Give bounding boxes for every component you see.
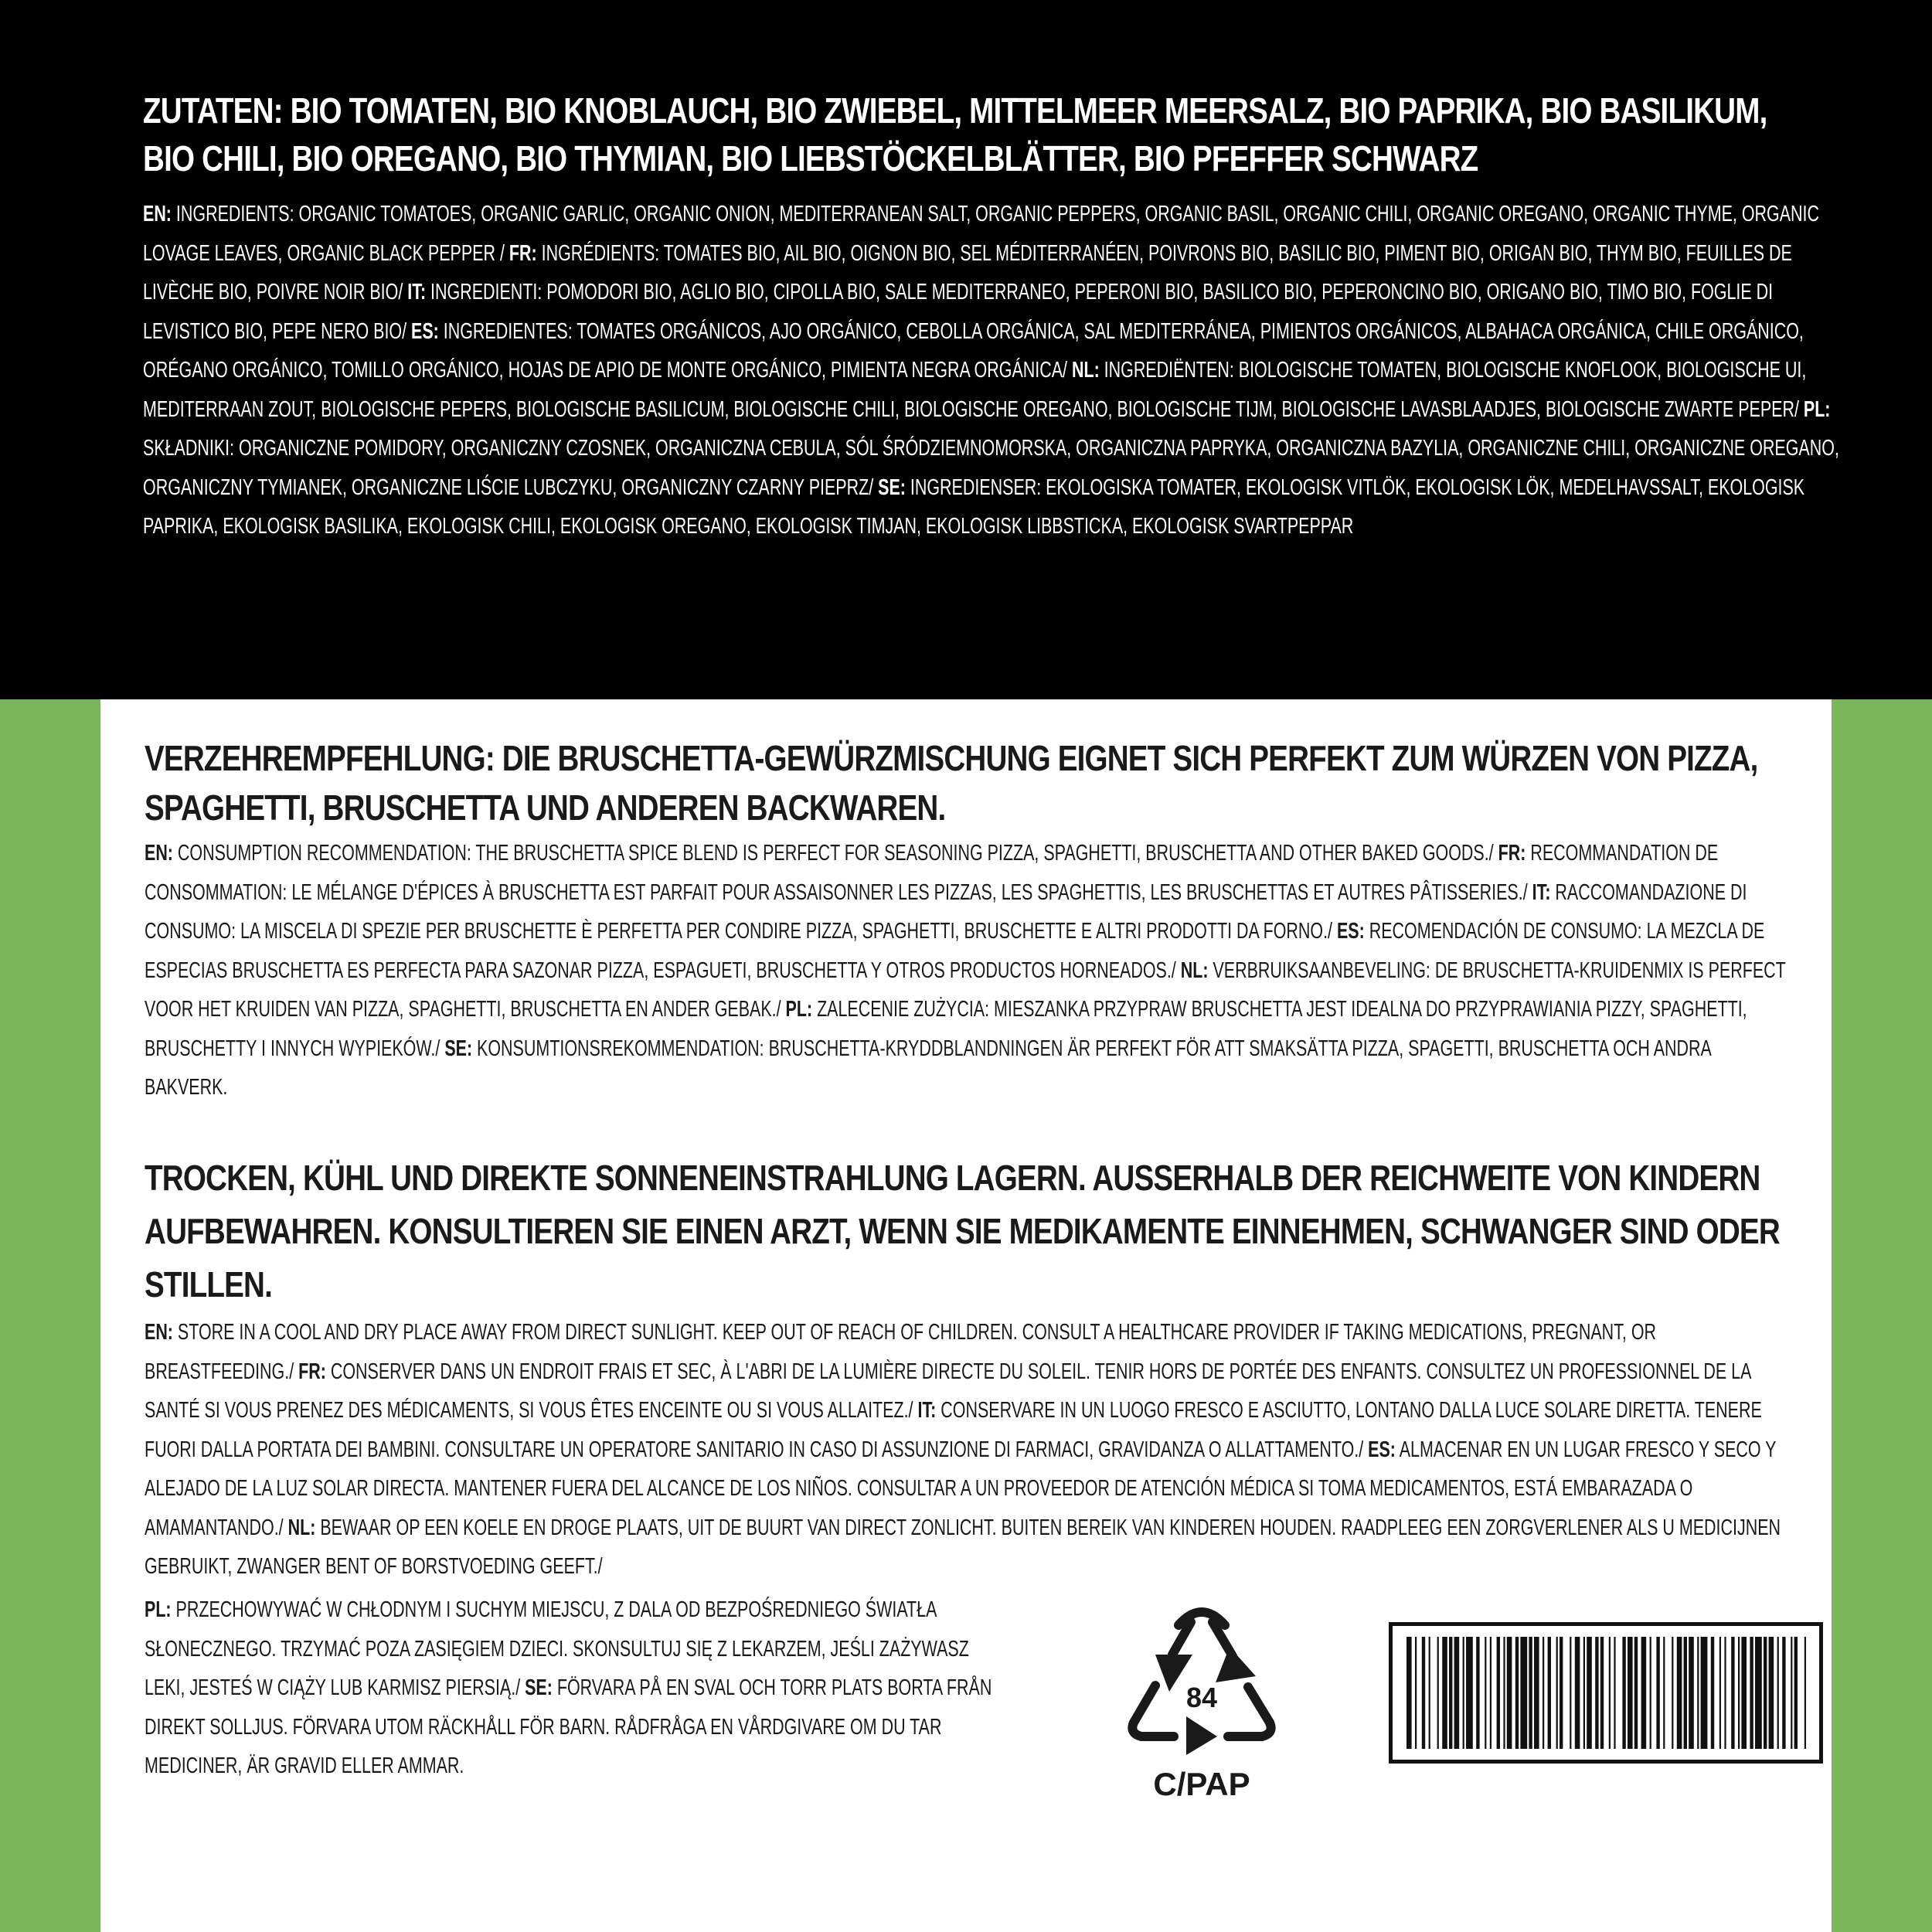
barcode-bar	[1794, 1637, 1798, 1749]
lang-code-nl: NL:	[287, 1515, 316, 1540]
lang-code-en: EN:	[143, 202, 172, 226]
ingredients-panel	[0, 0, 1932, 699]
barcode-bar	[1600, 1637, 1604, 1749]
lang-code-fr: FR:	[509, 240, 537, 266]
barcode-bar	[1650, 1637, 1651, 1749]
recommendation-se: KONSUMTIONSREKOMMENDATION: BRUSCHETTA-KRYDDBLANDNINGEN ÄR PERFEKT FÖR ATT SMAKSÄTTA PIZZA, SPAGETTI, BRUSCHETTA OCH ANDRA BAKVERK.	[145, 1036, 1711, 1100]
barcode-bar	[1738, 1637, 1740, 1749]
recommendation-nl: VERBRUIKSAANBEVELING: DE BRUSCHETTA-KRUIDENMIX IS PERFECT VOOR HET KRUIDEN VAN PIZZA, SPAGHETTI, BRUSCHETTA EN ANDER GEBAK./	[145, 957, 1786, 1022]
barcode-bar	[1454, 1637, 1460, 1749]
barcode-bar	[1595, 1637, 1598, 1749]
storage-pl: PRZECHOWYWAĆ W CHŁODNYM I SUCHYM MIEJSCU, Z DALA OD BEZPOŚREDNIEGO ŚWIATŁA SŁONECZNEGO. TRZYMAĆ POZA ZASIĘGIEM DZIECI. SKONSULTUJ SIĘ Z LEKARZEM, JEŚLI ZAŻYWASZ LEKI, JESTEŚ W CIĄŻY LUB KARMISZ PIERSIĄ./	[145, 1597, 969, 1700]
barcode-bar	[1634, 1637, 1638, 1749]
lang-code-es: ES:	[411, 318, 439, 344]
lang-code-es: ES:	[1368, 1437, 1396, 1462]
barcode-bar	[1614, 1637, 1615, 1749]
barcode-bar	[1677, 1637, 1682, 1749]
ingredients-en: INGREDIENTS: ORGANIC TOMATOES, ORGANIC GARLIC, ORGANIC ONION, MEDITERRANEAN SALT, ORGANIC PEPPERS, ORGANIC BASIL, ORGANIC CHILI, ORGANIC OREGANO, ORGANIC THYME, ORGANIC LOVAGE LEAVES, ORGANIC BLACK PEPPER /	[143, 202, 1819, 266]
barcode-bar	[1534, 1637, 1539, 1749]
lang-code-en: EN:	[145, 1320, 173, 1345]
storage-es: ALMACENAR EN UN LUGAR FRESCO Y SECO Y ALEJADO DE LA LUZ SOLAR DIRECTA. MANTENER FUERA DEL ALCANCE DE LOS NIÑOS. CONSULTAR A UN PROVEEDOR DE ATENCIÓN MÉDICA SI TOMA MEDICAMENTOS, ESTÁ EMBARAZADA O AMAMANTANDO./	[145, 1437, 1777, 1540]
storage-it: CONSERVARE IN UN LUOGO FRESCO E ASCIUTTO, LONTANO DALLA LUCE SOLARE DIRETTA. TENERE FUORI DALLA PORTATA DEI BAMBINI. CONSULTARE UN OPERATORE SANITARIO IN CASO DI ASSUNZIONE DI FARMACI, GRAVIDANZA O ALLATTAMENTO./	[145, 1398, 1762, 1462]
barcode-bar	[1755, 1637, 1762, 1749]
lang-code-pl: PL:	[1803, 396, 1831, 422]
content-panel	[100, 699, 1832, 1932]
storage-en: STORE IN A COOL AND DRY PLACE AWAY FROM DIRECT SUNLIGHT. KEEP OUT OF REACH OF CHILDREN. CONSULT A HEALTHCARE PROVIDER IF TAKING MEDICATIONS, PREGNANT, OR BREASTFEEDING./	[145, 1320, 1657, 1384]
barcode-bar	[1520, 1637, 1527, 1749]
lang-code-fr: FR:	[298, 1359, 326, 1384]
lang-code-se: SE:	[525, 1675, 553, 1700]
lang-code-it: IT:	[407, 280, 427, 304]
barcode-bar	[1663, 1637, 1665, 1749]
barcode-bar	[1764, 1637, 1767, 1749]
barcode-bar	[1741, 1637, 1747, 1749]
barcode-bar	[1515, 1637, 1519, 1749]
barcode-bar	[1449, 1637, 1452, 1749]
barcode-bar	[1476, 1637, 1479, 1749]
barcode-bar	[1750, 1637, 1753, 1749]
storage-nl: BEWAAR OP EEN KOELE EN DROGE PLAATS, UIT DE BUURT VAN DIRECT ZONLICHT. BUITEN BEREIK VAN KINDEREN HOUDEN. RAADPLEEG EEN ZORGVERLENER ALS U MEDICIJNEN GEBRUIKT, ZWANGER BENT OF BORSTVOEDING GEEFT./	[145, 1515, 1781, 1579]
recommendation-pl: ZALECENIE ZUŻYCIA: MIESZANKA PRZYPRAW BRUSCHETTA JEST IDEALNA DO PRZYPRAWIANIA PIZZY, SPAGHETTI, BRUSCHETTY I INNYCH WYPIEKÓW./	[145, 997, 1747, 1061]
ingredients-it: INGREDIENTI: POMODORI BIO, AGLIO BIO, CIPOLLA BIO, SALE MEDITERRANEO, PEPERONI BIO, BASILICO BIO, PEPERONCINO BIO, ORIGANO BIO, TIMO BIO, FOGLIE DI LEVISTICO BIO, PEPE NERO BIO/	[143, 280, 1774, 344]
barcode-bar	[1689, 1637, 1694, 1749]
storage-heading: TROCKEN, KÜHL UND DIREKTE SONNENEINSTRAHLUNG LAGERN. AUSSERHALB DER REICHWEITE VON KINDERN AUFBEWAHREN. KONSULTIEREN SIE EINEN ARZT, WENN SIE MEDIKAMENTE EINNEHMEN, SCHWANGER SIND ODER STILLEN.	[145, 1158, 1780, 1304]
recycling-triangle-icon	[1124, 1600, 1279, 1809]
recycling-code: C/PAP	[1153, 1766, 1250, 1802]
recycling-number: 84	[1185, 1682, 1218, 1713]
barcode-bar	[1609, 1637, 1611, 1749]
barcode-bar	[1672, 1637, 1673, 1749]
storage-translations-main	[145, 1313, 1791, 1587]
barcode-bar	[1622, 1637, 1625, 1749]
lang-code-nl: NL:	[1180, 957, 1209, 983]
barcode-bar	[1463, 1637, 1464, 1749]
recommendation-es: RECOMENDACIÓN DE CONSUMO: LA MEZCLA DE ESPECIAS BRUSCHETTA ES PERFECTA PARA SAZONAR PIZZA, ESPAGUETI, BRUSCHETTA Y OTROS PRODUCTOS HORNEADOS./	[145, 919, 1765, 983]
barcode-bar	[1731, 1637, 1734, 1749]
recommendation-translations	[145, 834, 1791, 1107]
barcode-bar	[1556, 1637, 1558, 1749]
barcode-bar	[1804, 1637, 1806, 1749]
bottom-row	[145, 1590, 1787, 1915]
barcode-bar	[1656, 1637, 1659, 1749]
ingredients-se: INGREDIENSER: EKOLOGISKA TOMATER, EKOLOGISK VITLÖK, EKOLOGISK LÖK, MEDELHAVSSALT, EKOLOGISK PAPRIKA, EKOLOGISK BASILIKA, EKOLOGISK CHILI, EKOLOGISK OREGANO, EKOLOGISK TIMJAN, EKOLOGISK LIBBSTICKA, EKOLOGISK SVARTPEPPAR	[143, 474, 1805, 539]
ingredients-translations	[143, 195, 1847, 546]
lang-code-it: IT:	[917, 1398, 937, 1423]
recommendation-heading: VERZEHREMPFEHLUNG: DIE BRUSCHETTA-GEWÜRZMISCHUNG EIGNET SICH PERFEKT ZUM WÜRZEN VON PIZZA, SPAGHETTI, BRUSCHETTA UND ANDEREN BACKWAREN.	[145, 738, 1758, 828]
lang-code-pl: PL:	[145, 1597, 172, 1622]
barcode-bar	[1429, 1637, 1430, 1749]
barcode-bar	[1490, 1637, 1492, 1749]
barcode-bars	[1393, 1626, 1819, 1760]
barcode-bar	[1529, 1637, 1532, 1749]
barcode-bar	[1769, 1637, 1774, 1749]
barcode-bar	[1560, 1637, 1563, 1749]
barcode-bar	[1406, 1637, 1412, 1749]
barcode-bar	[1724, 1637, 1726, 1749]
barcode-bar	[1701, 1637, 1708, 1749]
barcode-bar	[1503, 1637, 1505, 1749]
barcode-bar	[1442, 1637, 1447, 1749]
ingredients-fr: INGRÉDIENTS: TOMATES BIO, AIL BIO, OIGNON BIO, SEL MÉDITERRANÉEN, POIVRONS BIO, BASILIC BIO, PIMENT BIO, ORIGAN BIO, THYM BIO, FEUILLES DE LIVÈCHE BIO, POIVRE NOIR BIO/	[143, 240, 1792, 304]
barcode-bar	[1777, 1637, 1779, 1749]
lang-code-it: IT:	[1532, 879, 1551, 905]
recommendation-en: CONSUMPTION RECOMMENDATION: THE BRUSCHETTA SPICE BLEND IS PERFECT FOR SEASONING PIZZA, SPAGHETTI, BRUSCHETTA AND OTHER BAKED GOODS./	[172, 841, 1498, 866]
barcode-bar	[1485, 1637, 1486, 1749]
barcode-bar	[1548, 1637, 1551, 1749]
barcode-bar	[1466, 1637, 1473, 1749]
barcode-bar	[1711, 1637, 1714, 1749]
lang-code-en: EN:	[145, 841, 173, 866]
barcode-bar	[1437, 1637, 1439, 1749]
lang-code-se: SE:	[444, 1036, 473, 1061]
barcode-bar	[1497, 1637, 1500, 1749]
barcode-bar	[1422, 1637, 1425, 1749]
recommendation-it: RACCOMANDAZIONE DI CONSUMO: LA MISCELA DI SPEZIE PER BRUSCHETTE È PERFETTA PER CONDIRE PIZZA, SPAGHETTI, BRUSCHETTE E ALTRI PRODOTTI DA FORNO./	[145, 879, 1747, 944]
ingredients-nl: INGREDIËNTEN: BIOLOGISCHE TOMATEN, BIOLOGISCHE KNOFLOOK, BIOLOGISCHE UI, MEDITERRAAN ZOUT, BIOLOGISCHE PEPERS, BIOLOGISCHE BASILICUM, BIOLOGISCHE CHILI, BIOLOGISCHE OREGANO, BIOLOGISCHE TIJM, BIOLOGISCHE LAVASBLAADJES, BIOLOGISCHE ZWARTE PEPER/	[143, 358, 1807, 422]
lang-code-nl: NL:	[1071, 358, 1100, 383]
barcode-bar	[1543, 1637, 1544, 1749]
storage-se: FÖRVARA PÅ EN SVAL OCH TORR PLATS BORTA FRÅN DIREKT SOLLJUS. FÖRVARA UTOM RÄCKHÅLL FÖR BARN. RÅDFRÅGA EN VÅRDGIVARE OM DU TAR MEDICINER, ÄR GRAVID ELLER AMMAR.	[145, 1675, 992, 1778]
storage-section	[145, 1151, 1932, 1587]
barcode-bar	[1719, 1637, 1721, 1749]
barcode-bar	[1697, 1637, 1699, 1749]
barcode-bar	[1791, 1637, 1792, 1749]
barcode-bar	[1628, 1637, 1633, 1749]
barcode-bar	[1575, 1637, 1580, 1749]
barcode-bar	[1782, 1637, 1785, 1749]
recommendation-fr: RECOMMANDATION DE CONSOMMATION: LE MÉLANGE D'ÉPICES À BRUSCHETTA EST PARFAIT POUR ASSAISONNER LES PIZZAS, LES SPAGHETTIS, LES BRUSCHETTAS ET AUTRES PÂTISSERIES./	[145, 841, 1719, 905]
barcode-bar	[1587, 1637, 1592, 1749]
lang-code-se: SE:	[878, 474, 906, 500]
lang-code-es: ES:	[1336, 919, 1365, 944]
barcode-bar	[1641, 1637, 1647, 1749]
storage-fr: CONSERVER DANS UN ENDROIT FRAIS ET SEC, À L'ABRI DE LA LUMIÈRE DIRECTE DU SOLEIL. TENIR HORS DE PORTÉE DES ENFANTS. CONSULTEZ UN PROFESSIONNEL DE LA SANTÉ SI VOUS PRENEZ DES MÉDICAMENTS, SI VOUS ÊTES ENCEINTE OU SI VOUS ALLAITEZ./	[145, 1359, 1751, 1423]
ingredients-pl: SKŁADNIKI: ORGANICZNE POMIDORY, ORGANICZNY CZOSNEK, ORGANICZNA CEBULA, SÓL ŚRÓDZIEMNOMORSKA, ORGANICZNA PAPRYKA, ORGANICZNA BAZYLIA, ORGANICZNE CHILI, ORGANICZNE OREGANO, ORGANICZNY TYMIANEK, ORGANICZNE LIŚCIE LUBCZYKU, ORGANICZNY CZARNY PIEPRZ/	[143, 436, 1839, 500]
barcode-bar	[1684, 1637, 1687, 1749]
barcode-bar	[1583, 1637, 1585, 1749]
barcode-bar	[1570, 1637, 1571, 1749]
lang-code-pl: PL:	[785, 997, 813, 1022]
recommendation-section	[145, 733, 1787, 1107]
ingredients-es: INGREDIENTES: TOMATES ORGÁNICOS, AJO ORGÁNICO, CEBOLLA ORGÁNICA, SAL MEDITERRÁNEA, PIMIENTOS ORGÁNICOS, ALBAHACA ORGÁNICA, CHILE ORGÁNICO, ORÉGANO ORGÁNICO, TOMILLO ORGÁNICO, HOJAS DE APIO DE MONTE ORGÁNICO, PIMIENTA NEGRA ORGÁNICA/	[143, 318, 1804, 383]
ingredients-heading: ZUTATEN: BIO TOMATEN, BIO KNOBLAUCH, BIO ZWIEBEL, MITTELMEER MEERSALZ, BIO PAPRIKA, BIO BASILIKUM, BIO CHILI, BIO OREGANO, BIO THYMIAN, BIO LIEBSTÖCKELBLÄTTER, BIO PFEFFER SCHWARZ	[143, 90, 1767, 179]
lang-code-fr: FR:	[1498, 841, 1526, 866]
barcode-bar	[1415, 1637, 1417, 1749]
barcode-bar	[1507, 1637, 1512, 1749]
barcode-icon	[1389, 1622, 1823, 1764]
